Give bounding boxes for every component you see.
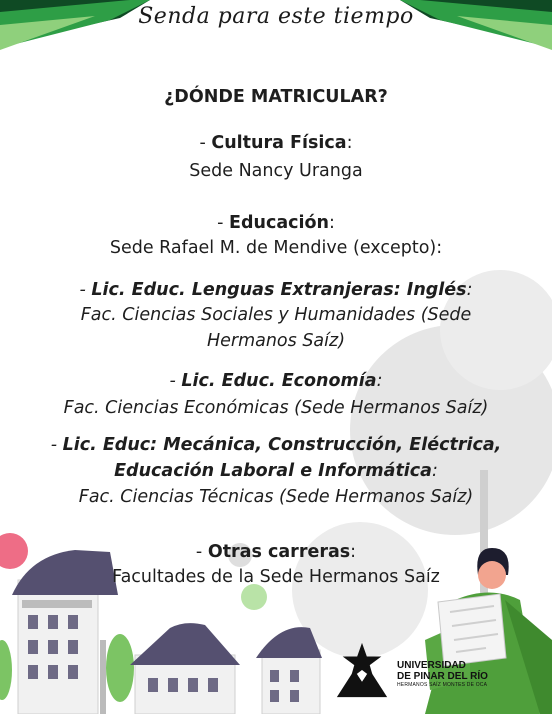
section-otras-place: Facultades de la Sede Hermanos Saíz <box>112 567 440 587</box>
logo-line1: UNIVERSIDAD <box>397 660 466 671</box>
section-name: Lic. Educ. Lenguas Extranjeras: Inglés <box>91 280 467 300</box>
section-tecnicas-title-line2 <box>0 460 552 482</box>
section-cultura-place: Sede Nancy Uranga <box>189 161 363 181</box>
section-economia-title <box>0 370 552 392</box>
section-name: Lic. Educ. Economía <box>181 371 377 391</box>
logo-line3: HERMANOS SAÍZ MONTES DE OCA <box>397 682 488 688</box>
colon: : <box>376 371 383 391</box>
logo-line2: DE PINAR DEL RÍO <box>397 671 488 682</box>
section-name: Lic. Educ: Mecánica, Construcción, Eléctrica, <box>62 435 502 455</box>
building-middle <box>130 623 240 714</box>
dash: - <box>217 213 229 233</box>
dash: - <box>195 542 208 562</box>
university-logo <box>333 640 493 704</box>
section-name: Otras carreras <box>207 542 351 562</box>
section-ingles-title <box>0 279 552 301</box>
bush-left-small <box>0 640 12 700</box>
bush-left <box>106 634 134 702</box>
star-mountain-icon <box>333 640 391 700</box>
slogan: Senda para este tiempo <box>138 4 414 29</box>
section-name: Educación Laboral e Informática <box>114 461 432 481</box>
section-otras-title <box>0 541 552 563</box>
section-ingles-place-line1: Fac. Ciencias Sociales y Humanidades (Sede <box>80 305 472 325</box>
building-right <box>256 627 322 714</box>
section-cultura-title <box>0 132 552 154</box>
section-tecnicas-place: Fac. Ciencias Técnicas (Sede Hermanos Saíz) <box>78 487 474 507</box>
section-name: Cultura Física <box>211 133 347 153</box>
colon: : <box>346 133 353 153</box>
colon: : <box>328 213 335 233</box>
section-ingles-place-line2: Hermanos Saíz) <box>206 331 346 351</box>
section-economia-place: Fac. Ciencias Económicas (Sede Hermanos Saíz) <box>63 398 489 418</box>
colon: : <box>466 280 473 300</box>
page-title: ¿DÓNDE MATRICULAR? <box>164 87 388 107</box>
section-tecnicas-title-line1 <box>0 434 552 456</box>
dash: - <box>169 371 182 391</box>
section-educacion-place: Sede Rafael M. de Mendive (excepto): <box>109 238 443 258</box>
dash: - <box>199 133 212 153</box>
dash: - <box>79 280 92 300</box>
section-name: Educación <box>229 213 329 233</box>
section-educacion-title <box>0 212 552 234</box>
dash: - <box>50 435 63 455</box>
colon: : <box>432 461 438 481</box>
colon: : <box>350 542 357 562</box>
